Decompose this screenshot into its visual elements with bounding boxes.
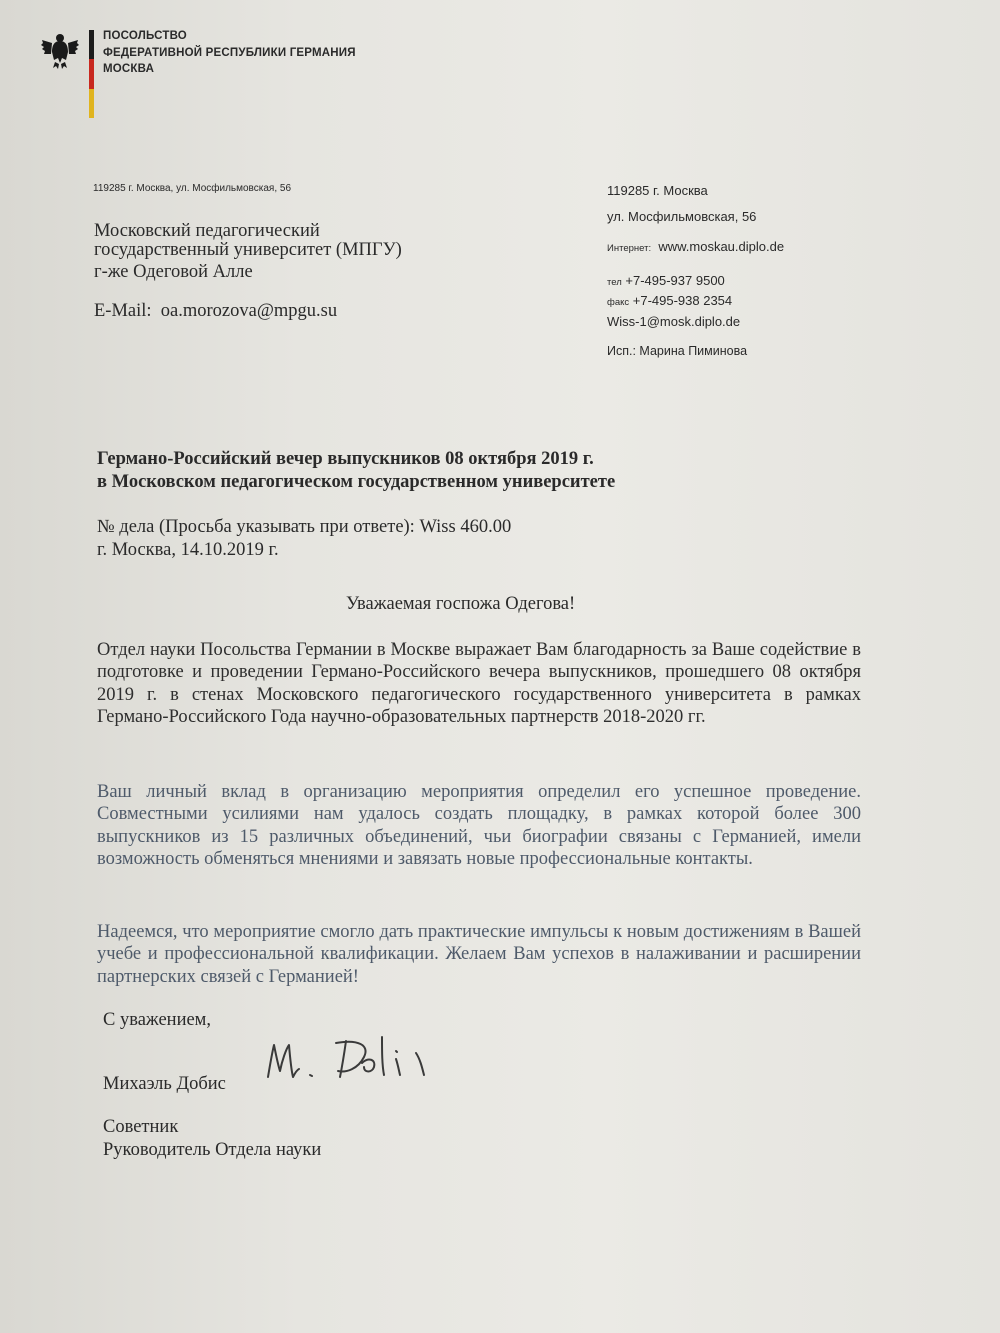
embassy-name-line: МОСКВА [103, 63, 155, 75]
flag-stripe-black [89, 30, 94, 59]
subject-line: в Московском педагогическом государственном университете [97, 472, 616, 492]
flag-stripe-gold [89, 89, 94, 118]
signatory-name: Михаэль Добис [103, 1074, 226, 1094]
contact-internet [607, 239, 784, 254]
embassy-name-line: ФЕДЕРАТИВНОЙ РЕСПУБЛИКИ ГЕРМАНИЯ [103, 46, 356, 59]
embassy-name-line: ПОСОЛЬСТВО [103, 30, 187, 42]
closing: С уважением, [103, 1010, 212, 1030]
flag-stripe-red [89, 59, 94, 88]
german-flag-bar [89, 30, 94, 118]
contact-tel [607, 273, 725, 288]
fax-value: +7-495-938 2354 [632, 293, 733, 308]
embassy-name [103, 28, 356, 78]
reference-number: № дела (Просьба указывать при ответе): Wiss 460.00 [97, 517, 512, 537]
signatory-department: Руководитель Отдела науки [103, 1140, 322, 1160]
subject-line: Германо-Российский вечер выпускников 08 октября 2019 г. [97, 449, 594, 469]
handwritten-signature [258, 1025, 448, 1090]
signatory-title: Советник [103, 1117, 179, 1137]
contact-email: Wiss-1@mosk.diplo.de [607, 314, 741, 329]
fax-label: факс [607, 297, 630, 308]
contact-city: 119285 г. Москва [607, 183, 708, 198]
email-label: E-Mail: [94, 301, 152, 321]
recipient-line: г-же Одеговой Алле [94, 262, 253, 282]
tel-label: тел [607, 277, 622, 288]
body-paragraph: Ваш личный вклад в организацию мероприятия определил его успешное проведение. Совместными усилиями нам удалось создать площадку, в рамках которой более 300 выпускников из 15 различных объединений, чьи биографии связаны с Германией, имели возможность обменяться мнениями и завязать новые профессиональные контакты. [97, 782, 861, 870]
internet-label: Интернет: [607, 243, 652, 254]
sender-return-address: 119285 г. Москва, ул. Мосфильмовская, 56 [93, 183, 292, 194]
body-paragraph: Отдел науки Посольства Германии в Москве выражает Вам благодарность за Ваше содействие в подготовке и проведении Германо-Российского вечера выпускников, прошедшего 08 октября 2019 г. в стенах Московского педагогического государственного университета в рамках Германо-Российского Года научно-образовательных партнерств 2018-2020 гг. [97, 640, 861, 728]
email-value: oa.morozova@mpgu.su [160, 301, 338, 321]
contact-fax [607, 293, 732, 308]
place-date: г. Москва, 14.10.2019 г. [97, 540, 279, 560]
tel-value: +7-495-937 9500 [625, 273, 725, 288]
contact-executor: Исп.: Марина Пиминова [607, 344, 748, 358]
internet-value: www.moskau.diplo.de [658, 239, 785, 254]
body-paragraph: Надеемся, что мероприятие смогло дать практические импульсы к новым достижениям в Вашей учебе и профессиональной квалификации. Желаем Вам успехов в налаживании и расширении партнерских связей с Германией! [97, 922, 861, 987]
salutation: Уважаемая госпожа Одегова! [346, 594, 576, 614]
contact-street: ул. Мосфильмовская, 56 [607, 209, 757, 224]
recipient-email [94, 301, 337, 322]
federal-eagle-icon [40, 30, 80, 70]
recipient-line: Московский педагогический [94, 221, 320, 241]
recipient-line: государственный университет (МПГУ) [94, 240, 402, 260]
